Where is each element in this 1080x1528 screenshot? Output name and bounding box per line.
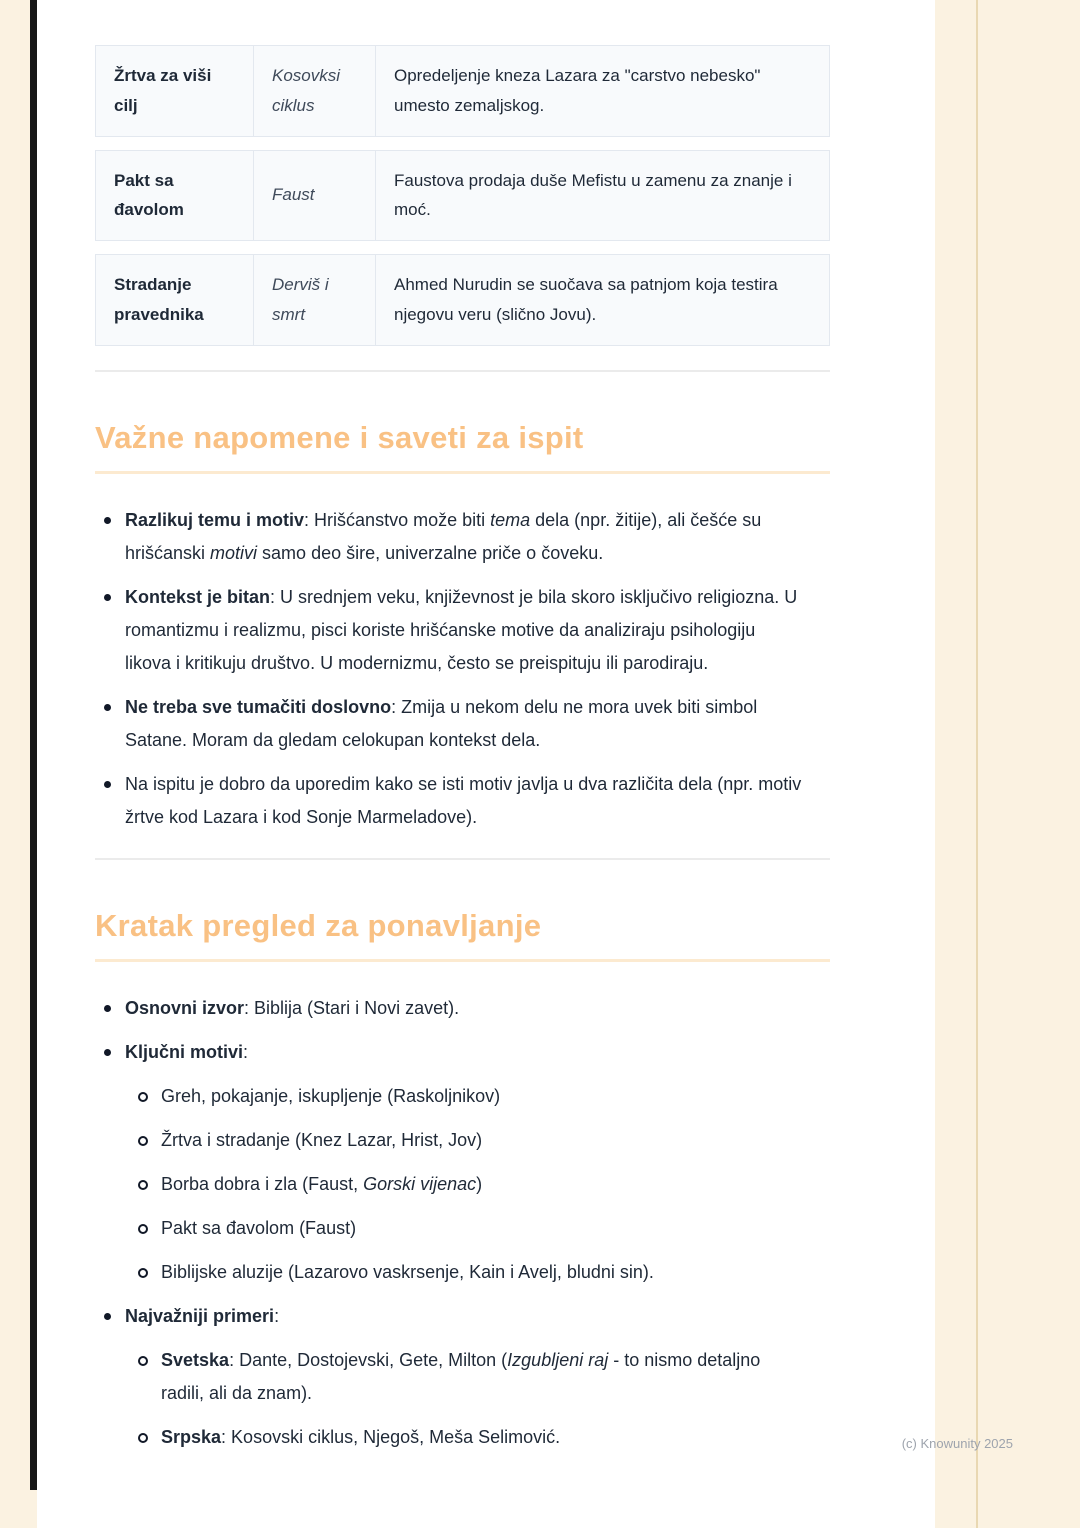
list-item bbox=[95, 691, 830, 757]
sub-list bbox=[125, 1344, 804, 1454]
motiv-table bbox=[95, 45, 830, 346]
sub-list-item bbox=[129, 1212, 804, 1245]
table-cell-motiv: Pakt sa đavolom bbox=[114, 170, 184, 220]
list-item-text: Najvažniji primeri: bbox=[125, 1305, 280, 1326]
pregled-list bbox=[95, 992, 830, 1454]
sub-list-item bbox=[129, 1080, 804, 1113]
sub-list bbox=[125, 1080, 804, 1289]
table-cell-opis: Opredeljenje kneza Lazara za "carstvo nebesko" umesto zemaljskog. bbox=[375, 46, 829, 136]
list-item-text: Ne treba sve tumačiti doslovno: Zmija u nekom delu ne mora uvek biti simbol Satane. Moram da gledam celokupan kontekst dela. bbox=[125, 696, 758, 750]
list-item-text: Razlikuj temu i motiv: Hrišćanstvo može biti tema dela (npr. žitije), ali češće su hrišćanski motivi samo deo šire, univerzalne priče o čoveku. bbox=[125, 509, 762, 563]
page-content bbox=[95, 0, 830, 1465]
list-item bbox=[95, 992, 830, 1025]
page-fold-line bbox=[976, 0, 978, 1528]
list-item-text: Žrtva i stradanje (Knez Lazar, Hrist, Jov) bbox=[161, 1129, 483, 1150]
list-item-text: Biblijske aluzije (Lazarovo vaskrsenje, Kain i Avelj, bludni sin). bbox=[161, 1261, 654, 1282]
napomene-list bbox=[95, 504, 830, 834]
list-item bbox=[95, 504, 830, 570]
table-row bbox=[95, 150, 830, 242]
list-item bbox=[95, 1300, 830, 1454]
sub-list-item bbox=[129, 1168, 804, 1201]
document-page bbox=[37, 0, 935, 1528]
table-row bbox=[95, 254, 830, 346]
table-cell-delo: Faust bbox=[253, 151, 375, 241]
heading-underline bbox=[95, 471, 830, 474]
list-item-text: Pakt sa đavolom (Faust) bbox=[161, 1217, 357, 1238]
list-item-text: Kontekst je bitan: U srednjem veku, književnost je bila skoro isključivo religiozna. U romantizmu i realizmu, pisci koriste hrišćanske motive da analiziraju psihologiju likova i kritikuju društvo. U modernizmu, često se preispituju ili parodiraju. bbox=[125, 586, 798, 673]
list-item bbox=[95, 768, 830, 834]
table-cell-opis: Ahmed Nurudin se suočava sa patnjom koja testira njegovu veru (slično Jovu). bbox=[375, 255, 829, 345]
list-item bbox=[95, 1036, 830, 1289]
list-item-text: Ključni motivi: bbox=[125, 1041, 249, 1062]
section-title-napomene: Važne napomene i saveti za ispit bbox=[95, 419, 584, 455]
list-item bbox=[95, 581, 830, 680]
sub-list-item bbox=[129, 1256, 804, 1289]
table-cell-delo: Derviš i smrt bbox=[253, 255, 375, 345]
table-cell-motiv: Žrtva za viši cilj bbox=[114, 66, 212, 115]
footer-credit: (c) Knowunity 2025 bbox=[901, 1436, 1013, 1451]
list-item-text: Srpska: Kosovski ciklus, Njegoš, Meša Selimović. bbox=[161, 1426, 561, 1447]
table-row bbox=[95, 45, 830, 137]
list-item-text: Borba dobra i zla (Faust, Gorski vijenac) bbox=[161, 1173, 483, 1194]
table-cell-opis: Faustova prodaja duše Mefistu u zamenu za znanje i moć. bbox=[375, 151, 829, 241]
list-item-text: Svetska: Dante, Dostojevski, Gete, Milton (Izgubljeni raj - to nismo detaljno radili, ali da znam). bbox=[161, 1349, 761, 1403]
page-left-edge bbox=[30, 0, 37, 1490]
section-divider bbox=[95, 858, 830, 860]
heading-underline bbox=[95, 959, 830, 962]
sub-list-item bbox=[129, 1124, 804, 1157]
table-cell-delo: Kosovksi ciklus bbox=[253, 46, 375, 136]
section-title-pregled: Kratak pregled za ponavljanje bbox=[95, 907, 542, 943]
list-item-text: Osnovni izvor: Biblija (Stari i Novi zavet). bbox=[125, 997, 460, 1018]
section-divider bbox=[95, 370, 830, 372]
list-item-text: Na ispitu je dobro da uporedim kako se isti motiv javlja u dva različita dela (npr. motiv žrtve kod Lazara i kod Sonje Marmeladove). bbox=[125, 773, 802, 827]
sub-list-item bbox=[129, 1421, 804, 1454]
table-cell-motiv: Stradanje pravednika bbox=[114, 275, 204, 324]
sub-list-item bbox=[129, 1344, 804, 1410]
list-item-text: Greh, pokajanje, iskupljenje (Raskoljnikov) bbox=[161, 1085, 501, 1106]
